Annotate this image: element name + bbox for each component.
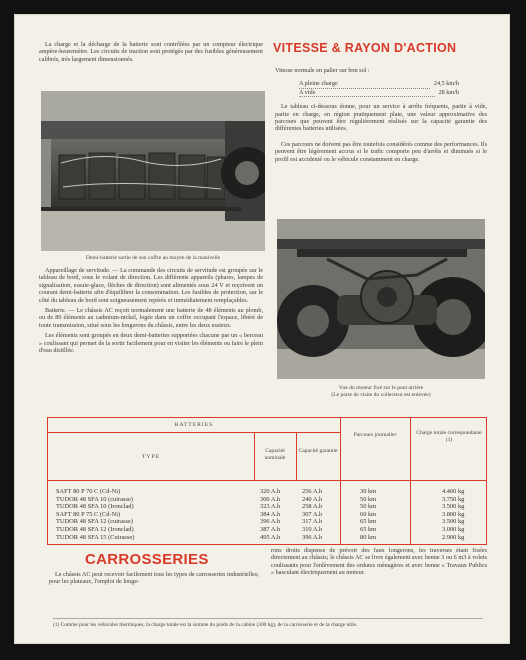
- table-row: TUDOR 48 SFA 10 (Ironclad) 323 A.h 258 A.h 50 km 3.500 kg: [56, 503, 465, 511]
- table-header-type: TYPE: [142, 454, 160, 460]
- table-header-guaranteed: Capacité garantie: [298, 448, 338, 454]
- table-header-nominal: Capacité nominale: [264, 448, 286, 461]
- footnote: (1) Comme pour les véhicules thermiques, la charge totale est la somme du poids de la cabine (300 kg), de la carrosserie et de la charge utile.: [53, 618, 483, 629]
- battery-charge-text: La charge et la décharge de la batterie sont contrôlées par un compteur électrique ampère-heuremètre. Les circuits de traction sont protégés par des fusibles généreusement calibrés, très largement dimensionnés.: [39, 41, 263, 63]
- speed-row-full: A pleine charge 24,5 km/h: [299, 80, 459, 88]
- intro-paragraph: [39, 41, 263, 66]
- motor-caption-line1: Vue du moteur fixé sur le pont arrière: [338, 385, 424, 391]
- motor-caption-line2: (Le porte de visite du collecteur est enlevée): [331, 392, 431, 398]
- battery-photo: [41, 91, 265, 251]
- battery-paragraph: Batterie. — Le châssis AC reçoit normalement une batterie de 48 éléments au plomb, ou de 80 éléments au cadmium-nickel, logée dans un coffre occupant l'espace, libéré de toute transmission, situé sous les longerons du châssis, entre les deux essieux.: [39, 307, 263, 329]
- table-row: SAFT 80 P 75 C (Cd-Ni) 384 A.h 307 A.h 60 km 3.800 kg: [56, 510, 465, 518]
- speed-paragraph-2: Ces parcours ne doivent pas être toutefois considérés comme des performances. Ils peuvent être légèrement accrus si le trafic comporte peu d'arrêts et diminués si le profil est accidenté ou le véhicule constamment en charge.: [275, 140, 487, 163]
- table-row: SAFT 80 P 70 C (Cd-Ni) 320 A.h 256 A.h 30 km 4.400 kg: [56, 488, 465, 495]
- table-group-header: BATTERIES: [174, 422, 214, 428]
- table-row: TUDOR 48 SFA 10 (cuirasse) 300 A.h 240 A.h 50 km 3.750 kg: [56, 495, 465, 503]
- table-header-range: Parcours journalier: [353, 432, 397, 438]
- table-row: TUDOR 48 SFA 12 (Ironclad) 387 A.h 310 A.h 65 km 3.000 kg: [56, 526, 465, 533]
- document-page: [14, 14, 510, 644]
- servitude-paragraph: Appareillage de servitude. — La commande des circuits de servitude est groupée sur le tableau de bord, sous le volant de direction. Les différents appareils (phares, lampes de signalisation, essuie-glace, flèches de direction) sont alimentés sous 24 V et reçoivent un courant demi-batterie afin d'équilibrer la consommation. Les fusibles de protection, sur le côté du tableau de bord sont soigneusement repérés et immédiatement remplaçables.: [39, 267, 263, 304]
- servitude-battery-text: [39, 267, 263, 357]
- table-row: TUDOR 48 SFA 12 (cuirasse) 396 A.h 317 A.h 65 km 3.500 kg: [56, 518, 465, 526]
- body-section-title: CARROSSERIES: [85, 551, 209, 568]
- body-right-text: rons droits dispense de prévoir des faux longerons, les traverses étant fixées directement au châssis; le châssis AC se livre également avec benne 3 ou 6 m3 à volets coulissants pour l'enlèvement des ordures ménagères et avec benne « Travaux Publics » basculant électriquement au moteur.: [271, 547, 487, 577]
- elements-paragraph: Les éléments sont groupés en deux demi-batteries supportées chacune par un « berceau » coulissant qui permet de la sortir facilement pour en visiter les éléments ou faire le plein d'eau distillée.: [39, 332, 263, 355]
- speed-list: [299, 80, 459, 97]
- speed-section-text: [275, 67, 487, 166]
- battery-table: [47, 417, 487, 545]
- motor-photo: [277, 219, 485, 379]
- speed-paragraph-1: Le tableau ci-dessous donne, pour un service à arrêts fréquents, partie à vide, partie en charge, en région pratiquement plate, une valeur approximative des parcours que peuvent être régulièrement réalisés sur la capacité garantie des différentes batteries utilisées.: [275, 103, 487, 133]
- table-row: TUDOR 48 SFA 15 (Cuirasse) 495 A.h 396 A.h 80 km 2.900 kg: [56, 533, 465, 541]
- body-left-text: Le châssis AC peut recevoir facilement tous les types de carrosseries industrielles; pour les plateaux, l'emploi de longe-: [49, 571, 259, 586]
- table-header-load: Charge totale correspondante (1): [416, 430, 482, 443]
- battery-photo-caption: Demi-batterie sortie de son coffre au moyen de la manivelle: [85, 255, 221, 261]
- speed-row-empty: A vide 28 km/h: [299, 88, 459, 96]
- speed-section-title: VITESSE & RAYON D'ACTION: [273, 41, 457, 55]
- speed-intro: Vitesse normale en palier sur bon sol :: [275, 67, 370, 74]
- motor-photo-caption: [277, 385, 485, 399]
